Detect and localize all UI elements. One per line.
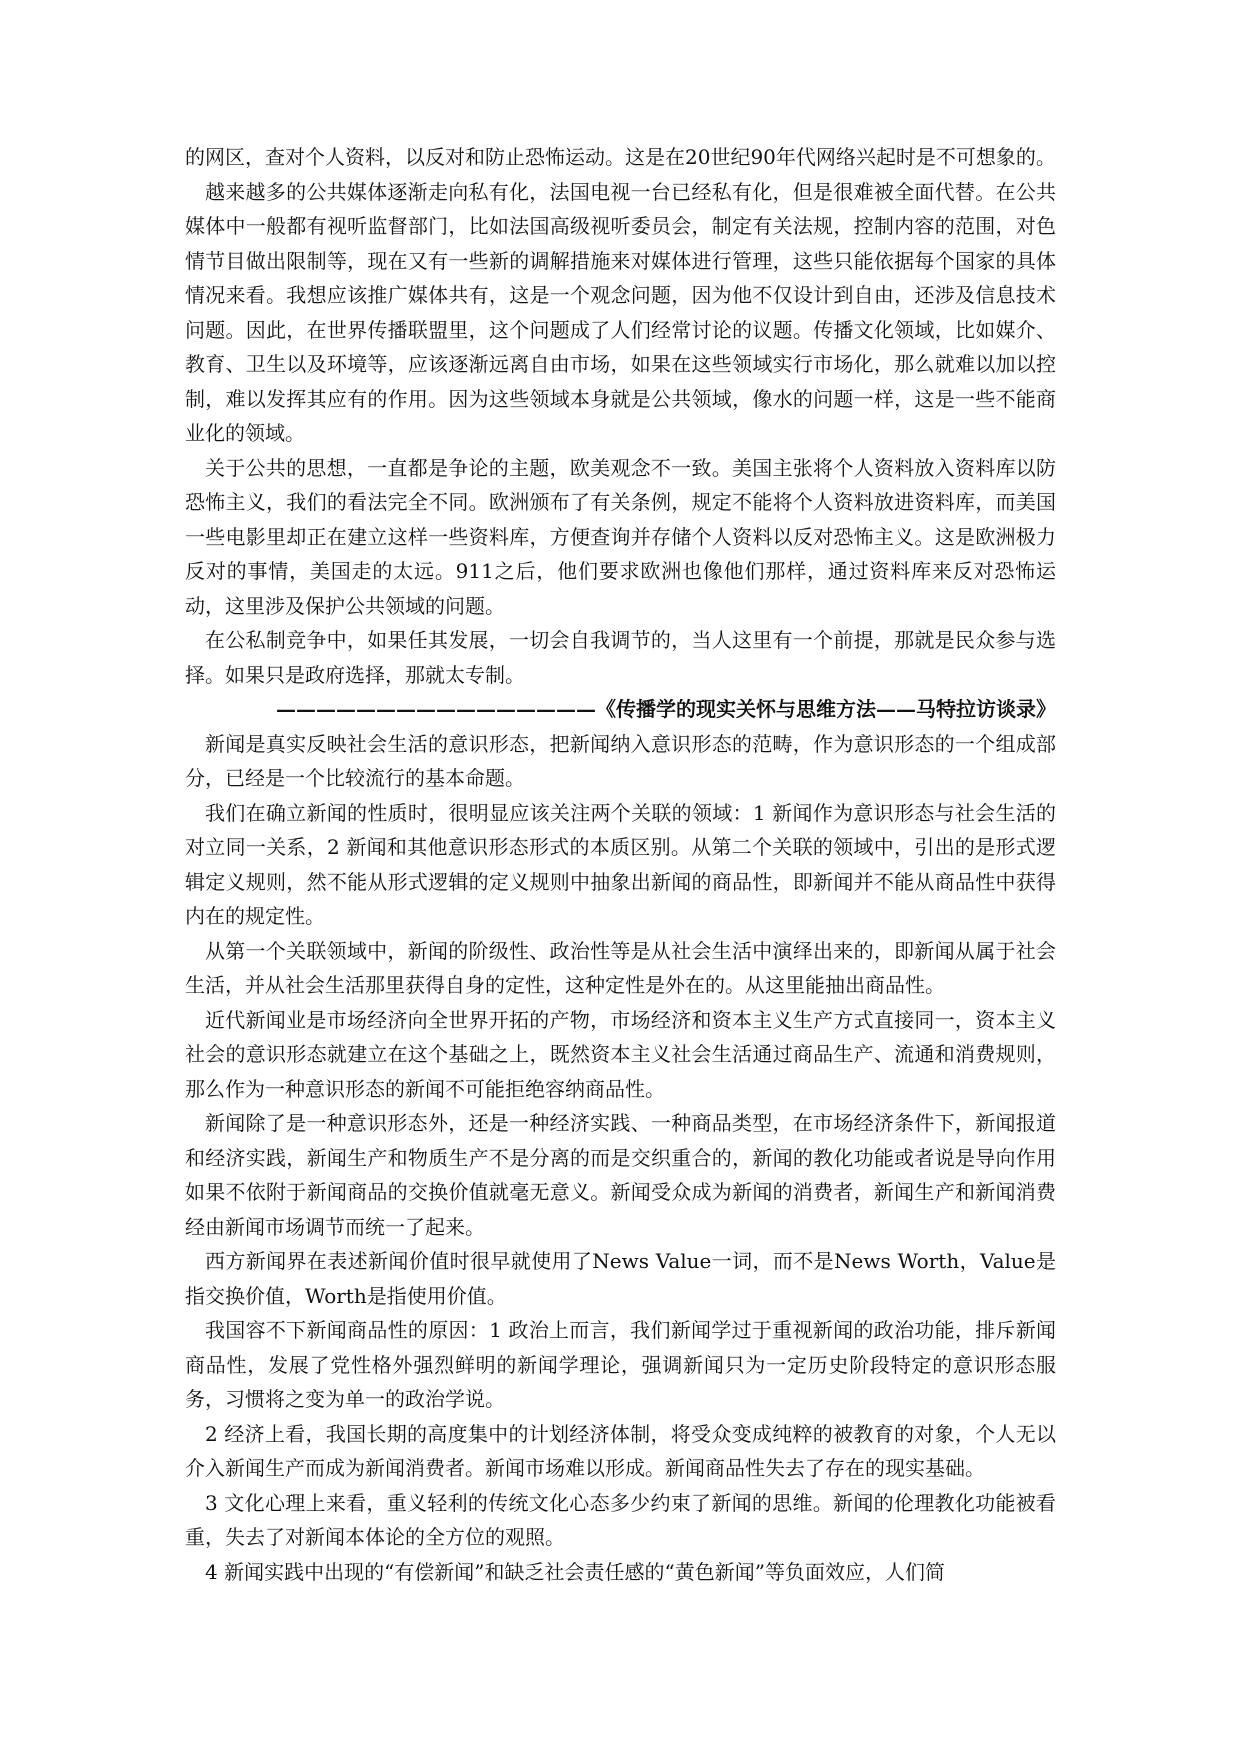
paragraph-reason-practice: 4 新闻实践中出现的“有偿新闻”和缺乏社会责任感的“黄色新闻”等负面效应，人们简 (205, 1559, 945, 1584)
paragraph-news-value: 西方新闻界在表述新闻价值时很早就使用了News Value一词，而不是News Worth，Value是指交换价值，Worth是指使用价值。 (185, 1249, 1056, 1308)
paragraph-continuation: 的网区，查对个人资料，以反对和防止恐怖运动。这是在20世纪90年代网络兴起时是不可想象的。 (185, 145, 1056, 169)
paragraph-competition: 在公私制竞争中，如果任其发展，一切会自我调节的，当人这里有一个前提，那就是民众参与选择。如果只是政府选择，那就太专制。 (185, 628, 1056, 687)
paragraph-reason-cultural: 3 文化心理上来看，重义轻利的传统文化心态多少约束了新闻的思维。新闻的伦理教化功能被看重，失去了对新闻本体论的全方位的观照。 (185, 1490, 1056, 1549)
paragraph-modern-journalism: 近代新闻业是市场经济向全世界开拓的产物，市场经济和资本主义生产方式直接同一，资本主义社会的意识形态就建立在这个基础之上，既然资本主义社会生活通过商品生产、流通和消费规则，那么作为一种意识形态的新闻不可能拒绝容纳商品性。 (185, 1007, 1056, 1101)
paragraph-reason-economic: 2 经济上看，我国长期的高度集中的计划经济体制，将受众变成纯粹的被教育的对象，个人无以介入新闻生产而成为新闻消费者。新闻市场难以形成。新闻商品性失去了存在的现实基础。 (185, 1421, 1056, 1480)
paragraph-public-media: 越来越多的公共媒体逐渐走向私有化，法国电视一台已经私有化，但是很难被全面代替。在公共媒体中一般都有视听监督部门，比如法国高级视听委员会，制定有关法规，控制内容的范围，对色情节目做出限制等，现在又有一些新的调解措施来对媒体进行管理，这些只能依据每个国家的具体情况来看。我想应该推广媒体共有，这是一个观念问题，因为他不仅设计到自由，还涉及信息技术问题。因此，在世界传播联盟里，这个问题成了人们经常讨论的议题。传播文化领域，比如媒介、教育、卫生以及环境等，应该逐渐远离自由市场，如果在这些领域实行市场化，那么就难以加以控制，难以发挥其应有的作用。因为这些领域本身就是公共领域，像水的问题一样，这是一些不能商业化的领域。 (185, 179, 1056, 445)
paragraph-economic-practice: 新闻除了是一种意识形态外，还是一种经济实践、一种商品类型，在市场经济条件下，新闻报道和经济实践，新闻生产和物质生产不是分离的而是交织重合的，新闻的教化功能或者说是导向作用如果不依附于新闻商品的交换价值就毫无意义。新闻受众成为新闻的消费者，新闻生产和新闻消费经由新闻市场调节而统一了起来。 (185, 1111, 1056, 1239)
paragraph-public-thought: 关于公共的思想，一直都是争论的主题，欧美观念不一致。美国主张将个人资料放入资料库以防恐怖主义，我们的看法完全不同。欧洲颁布了有关条例，规定不能将个人资料放进资料库，而美国一些电影里却正在建立这样一些资料库，方便查询并存储个人资料以反对恐怖主义。这是欧洲极力反对的事情，美国走的太远。911之后，他们要求欧洲也像他们那样，通过资料库来反对恐怖运动，这里涉及保护公共领域的问题。 (185, 455, 1056, 618)
paragraph-news-nature: 我们在确立新闻的性质时，很明显应该关注两个关联的领域：1 新闻作为意识形态与社会生活的对立同一关系，2 新闻和其他意识形态形式的本质区别。从第二个关联的领域中，引出的是形式逻辑定义规则，然不能从形式逻辑的定义规则中抽象出新闻的商品性，即新闻并不能从商品性中获得内在的规定性。 (185, 800, 1056, 928)
document-page (185, 140, 1056, 1589)
paragraph-news-ideology: 新闻是真实反映社会生活的意识形态，把新闻纳入意识形态的范畴，作为意识形态的一个组成部分，已经是一个比较流行的基本命题。 (185, 731, 1056, 790)
paragraph-reason-political: 我国容不下新闻商品性的原因：1 政治上而言，我们新闻学过于重视新闻的政治功能，排斥新闻商品性，发展了党性格外强烈鲜明的新闻学理论，强调新闻只为一定历史阶段特定的意识形态服务，习惯将之变为单一的政治学说。 (185, 1318, 1056, 1411)
paragraph-first-domain: 从第一个关联领域中，新闻的阶级性、政治性等是从社会生活中演绎出来的，即新闻从属于社会生活，并从社会生活那里获得自身的定性，这种定性是外在的。从这里能抽出商品性。 (185, 938, 1056, 997)
source-citation: ————————————————《传播学的现实关怀与思维方法——马特拉访谈录》 (276, 697, 1056, 721)
